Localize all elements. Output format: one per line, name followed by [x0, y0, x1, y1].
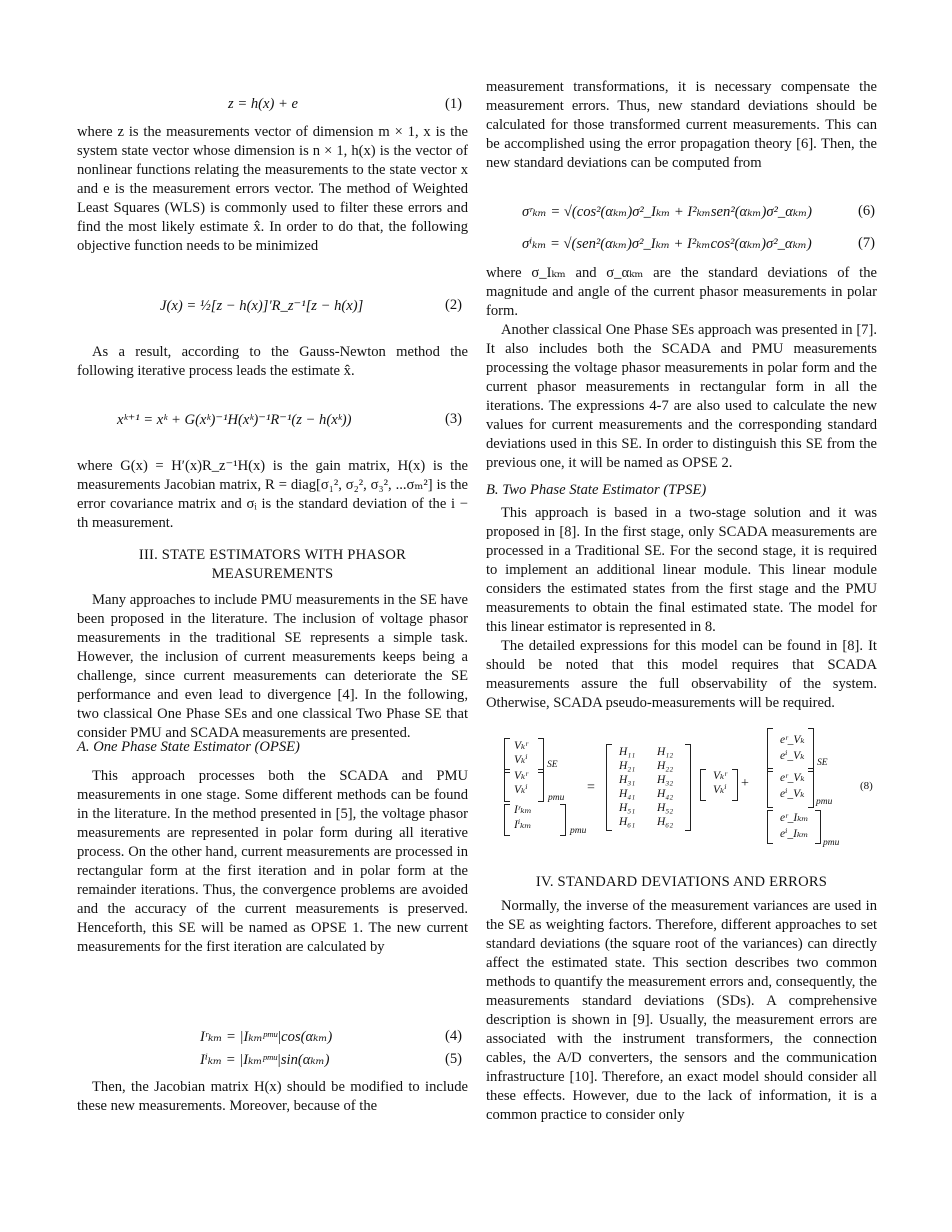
equation-number: (8) [860, 780, 873, 792]
paragraph: Another classical One Phase SEs approach was presented in [7]. It also includes both the SCADA and PMU measurements processing the voltage phasor measurements in polar form and the current phasor measurements in rectangular form in all the iterations. The expressions 4-7 are also used to calculate the new values for current measurements and the corresponding standard deviations used in this SE. In order to distinguish this SE from the previous one, it will be named as OPSE 2. [486, 322, 877, 471]
equation-number: (6) [858, 203, 876, 219]
subscript-label: pmu [816, 797, 833, 807]
matrix-entry: Vₖⁱ [713, 784, 727, 796]
matrix-entry: eⁱ_Iₖₘ [780, 828, 809, 840]
bracket [700, 769, 706, 801]
bracket [504, 804, 510, 836]
equation-number: (5) [445, 1051, 463, 1067]
subscript-label: SE [547, 760, 558, 770]
bracket [808, 728, 814, 772]
matrix-entry: H₁₁ [619, 746, 636, 758]
matrix-entry: H₆₁ [619, 816, 636, 828]
matrix-entry: eⁱ_Vₖ [780, 788, 805, 800]
matrix-entry: eʳ_Vₖ [780, 772, 805, 784]
matrix-entry: H₅₂ [657, 802, 674, 814]
matrix-entry: Vₖʳ [514, 770, 528, 782]
paragraph: measurement transformations, it is necessary compensate the measurement errors. Thus, new standard deviations should be calculated for those transformed current measurements. This can be accomplished using the error propagation theory [6]. Then, the new standard deviations can be computed from [486, 79, 877, 171]
bracket [808, 768, 814, 808]
bracket [767, 728, 773, 772]
matrix-entry: H₄₁ [619, 788, 636, 800]
equation-number: (2) [445, 297, 463, 313]
matrix-entry: H₂₂ [657, 760, 674, 772]
subscript-label: pmu [823, 838, 840, 848]
matrix-entry: H₅₁ [619, 802, 636, 814]
matrix-entry: H₂₁ [619, 760, 636, 772]
subsection-heading: A. One Phase State Estimator (OPSE) [77, 739, 300, 755]
matrix-entry: Vₖʳ [713, 770, 727, 782]
bracket [538, 738, 544, 773]
matrix-entry: Vₖⁱ [514, 784, 528, 796]
bracket [606, 744, 612, 831]
subscript-label: SE [817, 758, 828, 768]
bracket [767, 768, 773, 808]
equation-number: (3) [445, 411, 463, 427]
paragraph: As a result, according to the Gauss-Newton method the following iterative process leads the estimate x̂. [77, 344, 468, 379]
paragraph: where z is the measurements vector of dimension m × 1, x is the system state vector whose dimension is n × 1, h(x) is the vector of nonlinear functions relating the measurements to the state vector x and e is the measurement errors vector. The method of Weighted Least Squares (WLS) is commonly used to filter these errors and find the most likely estimate x̂. In order to do that, the following objective function needs to be minimized [77, 124, 468, 254]
equation-number: (4) [445, 1028, 463, 1044]
matrix-entry: H₆₂ [657, 816, 674, 828]
paragraph: where σ_Iₖₘ and σ_αₖₘ are the standard deviations of the magnitude and angle of the current phasor measurements in polar form. [486, 265, 877, 319]
paragraph: This approach processes both the SCADA and PMU measurements in one stage. Some different methods can be found in the literature. In the method presented in [5], the voltage phasor measurements are represented in polar form during all iterative process. On the other hand, current measurements are processed in rectangular form at the first iteration and in polar form at the remainder iterations. Thus, the convergence problems are avoided and the accuracy of the current measurements is preserved. Henceforth, this SE will be named as OPSE 1. The new current measurements for the first iteration are calculated by [77, 768, 468, 955]
subsection-heading: B. Two Phase State Estimator (TPSE) [486, 482, 707, 498]
subscript-label: pmu [570, 826, 587, 836]
bracket [560, 804, 566, 836]
bracket [815, 810, 821, 844]
plus-sign: + [741, 776, 749, 791]
matrix-entry: eⁱ_Vₖ [780, 750, 805, 762]
paragraph: This approach is based in a two-stage solution and it was proposed in [8]. In the first stage, only SCADA measurements are processed in a Traditional SE. For the second stage, it is required to implement an additional linear module. This linear module considers the estimated states from the first stage and the PMU measurements to obtain the final estimated state. The model for this linear estimator is represented in 8. [486, 505, 877, 635]
equals-sign: = [587, 780, 595, 795]
matrix-entry: Vₖⁱ [514, 754, 528, 766]
equation-2: J(x) = ½[z − h(x)]′R_z⁻¹[z − h(x)] [160, 298, 364, 314]
matrix-entry: Iⁱₖₘ [514, 819, 532, 831]
section-heading: IV. STANDARD DEVIATIONS AND ERRORS [535, 874, 828, 890]
bracket [732, 769, 738, 801]
equation-3: xᵏ⁺¹ = xᵏ + G(xᵏ)⁻¹H(xᵏ)⁻¹R⁻¹(z − h(xᵏ)) [117, 412, 352, 428]
bracket [504, 738, 510, 773]
equation-1: z = h(x) + e [228, 96, 298, 112]
bracket [767, 810, 773, 844]
equation-number: (1) [445, 96, 463, 112]
paragraph: where G(x) = H′(x)R_z⁻¹H(x) is the gain matrix, H(x) is the measurements Jacobian matrix, R = diag[σ₁², σ₂², σ₃², ...σₘ²] is the error covariance matrix and σᵢ is the standard deviation of the i − th measurement. [77, 458, 468, 531]
matrix-entry: Iʳₖₘ [514, 804, 532, 816]
equation-4: Iʳₖₘ = |Iₖₘᵖᵐᵘ|cos(αₖₘ) [200, 1029, 333, 1045]
bracket [685, 744, 691, 831]
equation-number: (7) [858, 235, 876, 251]
matrix-entry: H₃₂ [657, 774, 674, 786]
matrix-entry: H₃₁ [619, 774, 636, 786]
equation-6: σʳₖₘ = √(cos²(αₖₘ)σ²_Iₖₘ + I²ₖₘsen²(αₖₘ)σ²_αₖₘ) [522, 204, 813, 220]
equation-5: Iⁱₖₘ = |Iₖₘᵖᵐᵘ|sin(αₖₘ) [200, 1052, 330, 1068]
section-heading: III. STATE ESTIMATORS WITH PHASOR MEASUREMENTS [138, 547, 407, 582]
matrix-entry: eʳ_Iₖₘ [780, 812, 809, 824]
bracket [504, 769, 510, 802]
equation-7: σⁱₖₘ = √(sen²(αₖₘ)σ²_Iₖₘ + I²ₖₘcos²(αₖₘ)σ²_αₖₘ) [522, 236, 812, 252]
matrix-entry: H₄₂ [657, 788, 674, 800]
matrix-entry: Vₖʳ [514, 740, 528, 752]
matrix-entry: eʳ_Vₖ [780, 734, 805, 746]
matrix-entry: H₁₂ [657, 746, 674, 758]
paragraph: Then, the Jacobian matrix H(x) should be modified to include these new measurements. Moreover, because of the [77, 1079, 468, 1114]
subscript-label: pmu [548, 793, 565, 803]
paragraph: The detailed expressions for this model can be found in [8]. It should be noted that this model requires that SCADA measurements assure the full observability of the system. Otherwise, SCADA pseudo-measurements will be required. [486, 638, 877, 711]
bracket [538, 769, 544, 802]
paragraph: Many approaches to include PMU measurements in the SE have been proposed in the literature. The inclusion of voltage phasor measurements in the traditional SE represents a simple task. However, the inclusion of current measurements keeps being a challenge, since current measurements can deteriorate the SE performance and even lead to divergence [4]. In the following, two classical One Phase SEs and one classical Two Phase SE that consider PMU and SCADA measurements are presented. [77, 592, 468, 741]
paragraph: Normally, the inverse of the measurement variances are used in the SE as weighting factors. Therefore, different approaches to set standard deviations (the square root of the variances) can directly affect the estimated state. This section describes two common methods to quantify the measurement errors and, consequently, the measurements standard deviations (SDs). A comprehensive description is shown in [9]. Usually, the measurement errors are associated with the instrument transformers, the connection cables, the A/D converters, the sensors and the communication infrastructure [10]. Therefore, an exact model should consider all these effects. However, due to the lack of information, it is a common practice to consider only [486, 898, 877, 1123]
